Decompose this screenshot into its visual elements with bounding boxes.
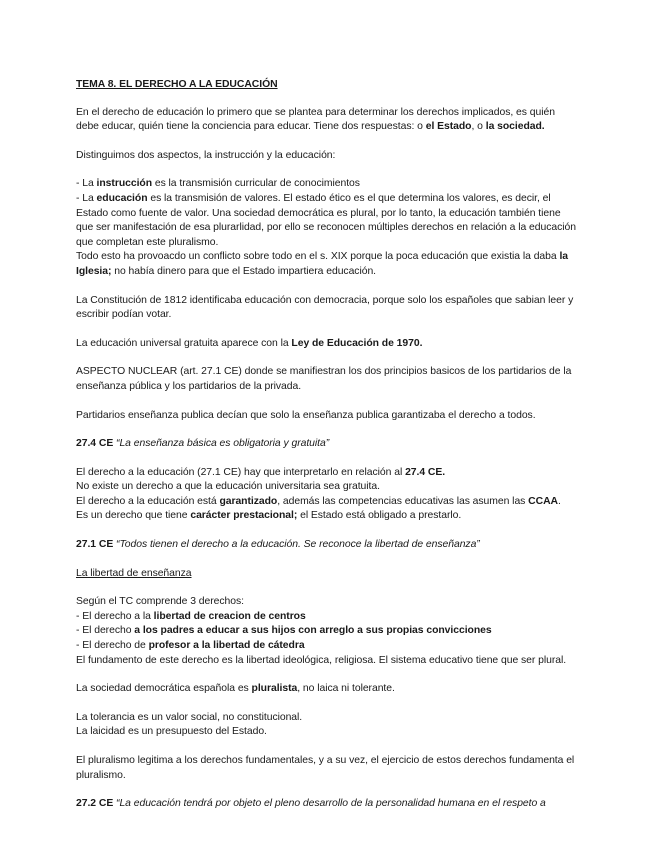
text: Es un derecho que tiene — [76, 510, 191, 522]
bold-text: el Estado — [425, 121, 472, 133]
text-line — [76, 495, 576, 510]
document-title: TEMA 8. EL DERECHO A LA EDUCACIÓN — [76, 79, 278, 90]
list-item — [76, 624, 576, 639]
document-body — [76, 78, 576, 812]
text: - El derecho — [76, 625, 135, 637]
bold-text: Ley de Educación de 1970. — [291, 337, 423, 349]
text: En el derecho de educación lo primero que se plantea para determinar los derechos implicados, es quién debe educar, quién tiene la conciencia para educar. Tiene dos respuestas: o — [76, 106, 555, 133]
bold-text: 27.2 CE — [76, 798, 114, 810]
text: La educación universal gratuita aparece con la — [76, 337, 292, 349]
text-line — [76, 509, 576, 524]
bold-text: garantizado — [219, 495, 278, 507]
paragraph-publica: Partidarios enseñanza publica decían que solo la enseñanza publica garantizaba el derecho a todos. — [76, 409, 536, 421]
paragraph-conflict — [76, 250, 576, 279]
text: - La — [76, 192, 97, 204]
paragraph-pluralismo: El pluralismo legitima a los derechos fundamentales, y a su vez, el ejercicio de estos derechos fundamenta el pluralismo. — [76, 755, 575, 781]
bold-text: la Iglesia; — [76, 251, 569, 277]
text: El derecho a la educación (27.1 CE) hay que interpretarlo en relación al — [76, 466, 406, 478]
text: , o — [471, 121, 486, 133]
text: es la transmisión de valores. El estado ético es el que determina los valores, es decir, el Estado como fuente de valor. Una sociedad democrática es plural, por lo tanto, la educación también tiene que ser manifestación de esa plurarlidad, por ello se reconocen múltiples derechos en relación a la educación que completan este pluralismo. — [76, 192, 576, 248]
list-item — [76, 177, 576, 192]
paragraph-aspecto-nuclear: ASPECTO NUCLEAR (art. 27.1 CE) donde se manifiestran los dos principios basicos de los partidarios de la enseñanza pública y los partidarios de la privada. — [76, 366, 572, 392]
text: Todo esto ha provoacdo un conflicto sobre todo en el s. XIX porque la poca educación que existia la daba — [76, 251, 560, 263]
text-line: La tolerancia es un valor social, no constitucional. — [76, 711, 303, 723]
section-subheading: La libertad de enseñanza — [76, 567, 192, 579]
bold-text: pluralista — [251, 683, 298, 695]
italic-quote: “Todos tienen el derecho a la educación. Se reconoce la libertad de enseñanza” — [113, 539, 480, 551]
bold-text: carácter prestacional; — [190, 510, 298, 522]
quote-27-2 — [76, 797, 576, 812]
text-line: No existe un derecho a que la educación universitaria sea gratuita. — [76, 481, 380, 493]
paragraph-aspects: Distinguimos dos aspectos, la instrucción y la educación: — [76, 149, 336, 161]
text: - El derecho de — [76, 640, 149, 652]
text: - La — [76, 178, 97, 190]
text: es la transmisión curricular de conocimientos — [152, 178, 360, 190]
text-line — [76, 466, 576, 481]
list-item — [76, 610, 576, 625]
italic-quote: “La educación tendrá por objeto el pleno desarrollo de la personalidad humana en el respeto a — [113, 798, 546, 810]
bold-text: 27.4 CE. — [405, 466, 446, 478]
bold-text: educación — [96, 192, 148, 204]
text-line: Según el TC comprende 3 derechos: — [76, 596, 244, 608]
list-item — [76, 639, 576, 654]
paragraph-constitution-1812: La Constitución de 1812 identificaba educación con democracia, porque solo los españoles que sabian leer y escribir podían votar. — [76, 294, 574, 321]
bold-text: CCAA — [528, 495, 558, 507]
text: - El derecho a la — [76, 610, 154, 622]
quote-27-4 — [76, 437, 576, 452]
text: . — [557, 495, 561, 507]
text: El derecho a la educación está — [76, 495, 220, 507]
text: no había dinero para que el Estado impartiera educación. — [111, 265, 377, 277]
bold-text: profesor a la libertad de cátedra — [148, 640, 305, 652]
text-line: El fundamento de este derecho es la libertad ideológica, religiosa. El sistema educativo tiene que ser plural. — [76, 654, 567, 666]
bold-text: 27.4 CE — [76, 438, 114, 450]
bold-text: 27.1 CE — [76, 539, 114, 551]
bold-text: a los padres a educar a sus hijos con arreglo a sus propias convicciones — [134, 625, 492, 637]
text: el Estado está obligado a prestarlo. — [297, 510, 462, 522]
paragraph-ley-1970 — [76, 337, 576, 352]
text-line: La laicidad es un presupuesto del Estado. — [76, 726, 267, 738]
bold-text: la sociedad. — [485, 121, 545, 133]
quote-27-1 — [76, 538, 576, 553]
paragraph-pluralista — [76, 682, 576, 697]
paragraph-intro — [76, 106, 576, 135]
bold-text: instrucción — [96, 178, 152, 190]
bold-text: libertad de creacion de centros — [153, 610, 306, 622]
italic-quote: “La enseñanza básica es obligatoria y gratuita” — [113, 438, 330, 450]
text: La sociedad democrática española es — [76, 683, 252, 695]
text: , no laica ni tolerante. — [297, 683, 395, 695]
text: , además las competencias educativas las asumen las — [277, 495, 529, 507]
list-item — [76, 192, 576, 250]
